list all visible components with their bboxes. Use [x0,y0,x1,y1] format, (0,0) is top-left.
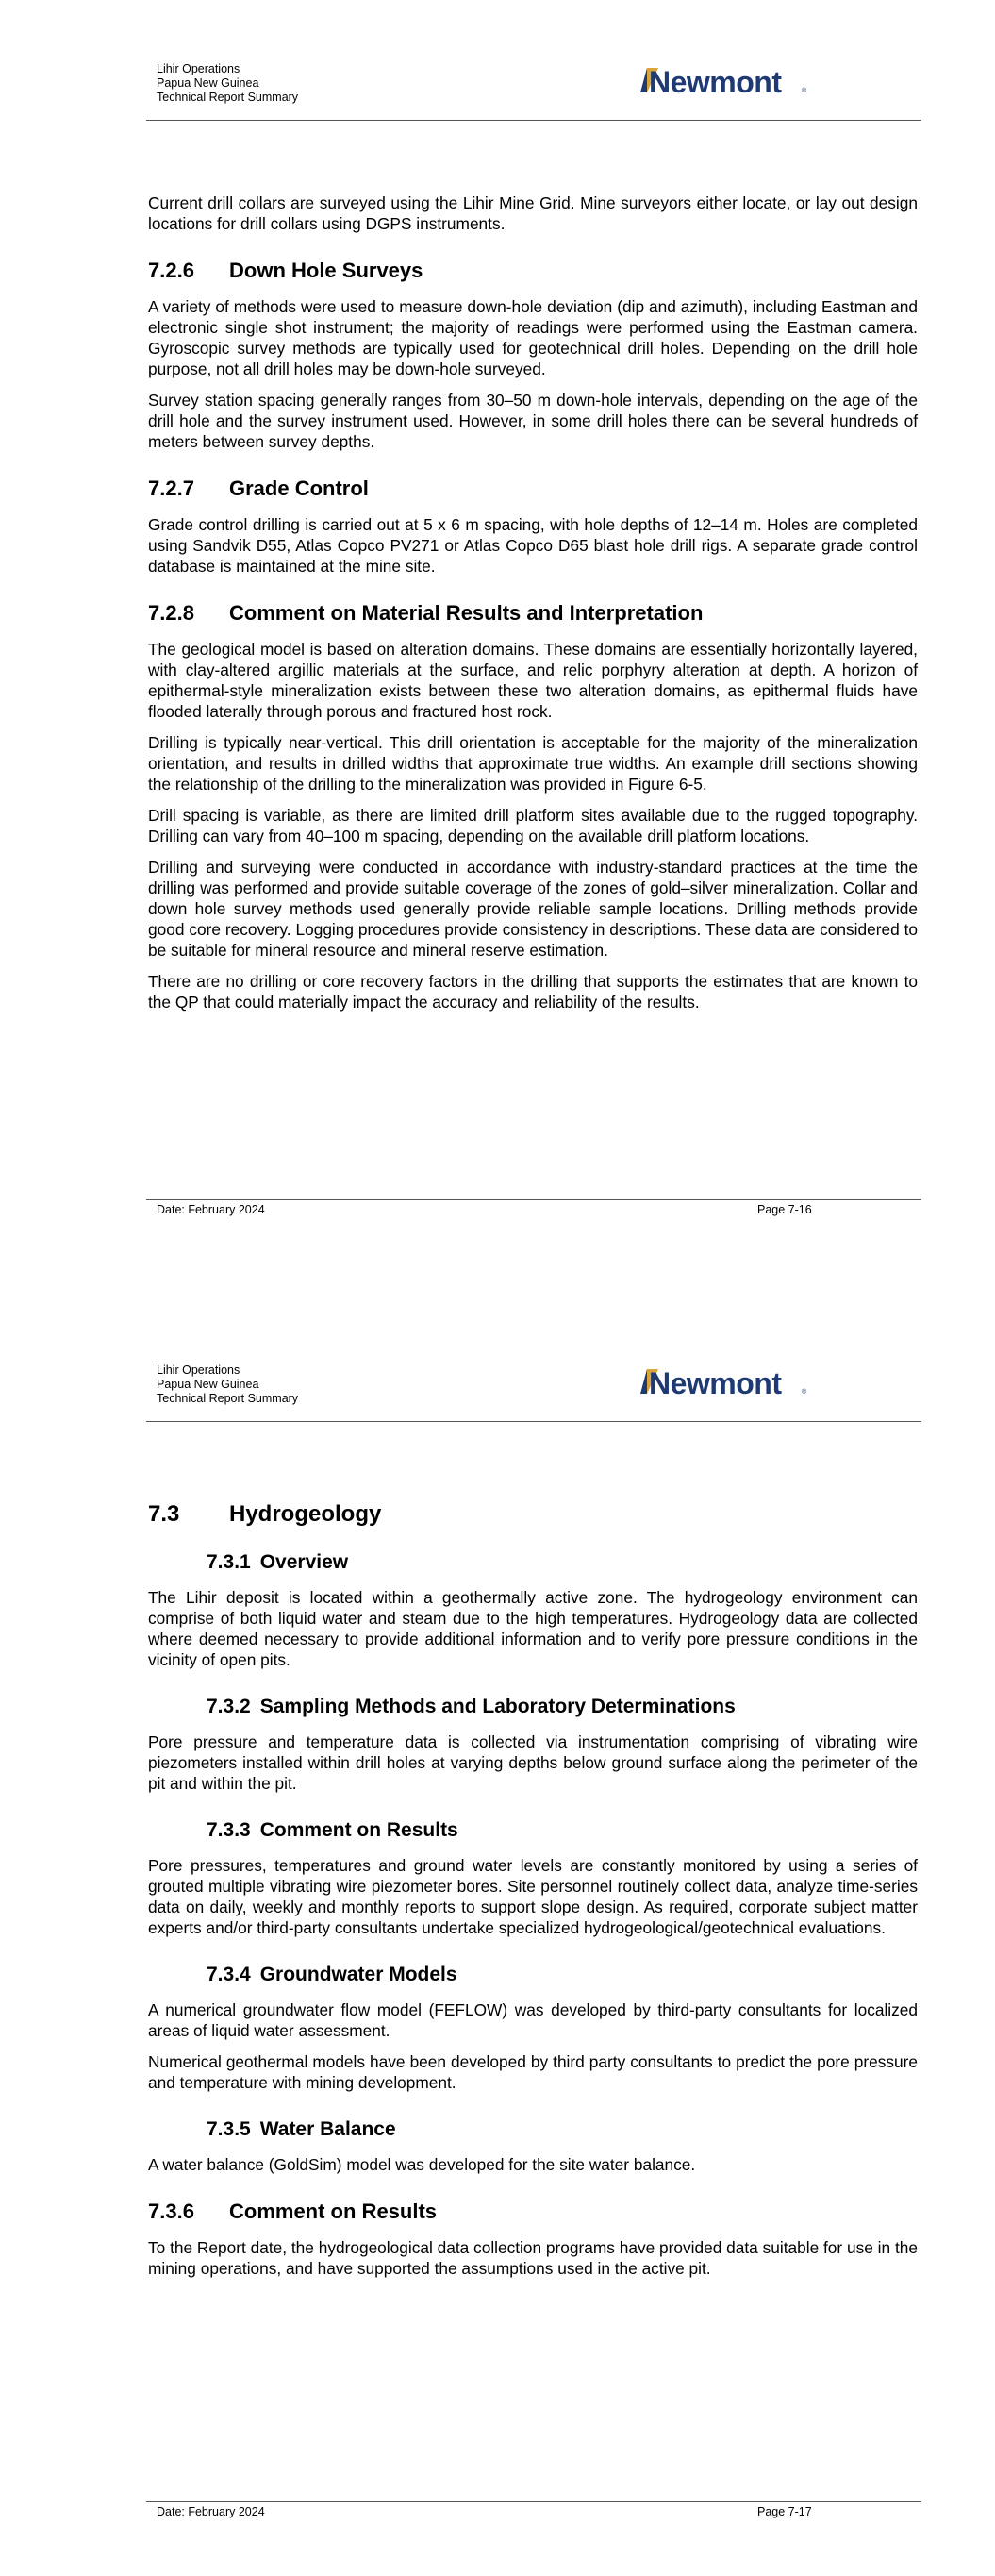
section-title: Comment on Results [229,2200,438,2223]
page-body [148,192,918,1023]
section-title: Groundwater Models [259,1964,457,1985]
section-heading-7-2-6 [148,259,918,283]
newmont-logo [638,63,812,97]
header-divider [146,1421,921,1422]
paragraph: Numerical geothermal models have been developed by third party consultants to predict the pore pressure and temperature with mining development. [148,2052,918,2092]
section-title: Sampling Methods and Laboratory Determinations [259,1696,736,1717]
header-report-title: Technical Report Summary [157,1392,299,1405]
section-title: Comment on Results [259,1819,458,1841]
section-number: 7.2.8 [148,601,194,625]
section-title: Down Hole Surveys [229,259,423,282]
footer-page-number: Page 7-17 [757,2505,812,2518]
header-country: Papua New Guinea [157,1378,259,1391]
paragraph: Grade control drilling is carried out at 5 x 6 m spacing, with hole depths of 12–14 m. Holes are completed using Sandvik D55, Atlas Copco PV271 or Atlas Copco D65 blast hole drill rigs. A separate grade control database is maintained at the mine site. [148,515,918,576]
page-header-text [157,62,298,105]
section-title: Grade Control [229,477,369,500]
paragraph: Pore pressures, temperatures and ground water levels are constantly monitored by using a series of grouted multiple vibrating wire piezometer bores. Site personnel routinely collect data, analyze time-series data on daily, weekly and monthly reports to support slope design. As required, corporate subject matter experts and/or third-party consultants undertake specialized hydrogeological/geotechnical evaluations. [148,1856,918,1937]
section-heading-7-2-7 [148,477,918,501]
logo-registered-mark: ® [802,1389,807,1396]
page-body [148,1501,918,2289]
logo-wordmark: Newmont [649,1366,782,1398]
page-header-text [157,1363,298,1406]
paragraph: Drilling is typically near-vertical. This drill orientation is acceptable for the majority of the mineralization orientation, and results in drilled widths that approximate true widths. An example drill sections showing the relationship of the drilling to the mineralization was provided in Figure 6-5. [148,733,918,794]
paragraph: To the Report date, the hydrogeological data collection programs have provided data suitable for use in the mining operations, and have supported the assumptions used in the active pit. [148,2238,918,2278]
section-number: 7.2.7 [148,477,194,500]
section-title: Overview [259,1551,349,1573]
section-title: Water Balance [259,2118,396,2140]
section-number: 7.3 [148,1501,180,1527]
section-heading-7-3-1 [207,1550,918,1574]
footer-divider [146,1199,921,1200]
paragraph: A numerical groundwater flow model (FEFLOW) was developed by third-party consultants for localized areas of liquid water assessment. [148,2000,918,2040]
footer-date: Date: February 2024 [157,1203,265,1216]
paragraph: A variety of methods were used to measure down-hole deviation (dip and azimuth), including Eastman and electronic single shot instrument; the majority of readings were performed using the Eastman camera. Gyroscopic survey methods are typically used for geotechnical drill holes. Depending on the drill hole purpose, not all drill holes may be down-hole surveyed. [148,297,918,378]
footer-page-number: Page 7-16 [757,1203,812,1216]
paragraph: Survey station spacing generally ranges from 30–50 m down-hole intervals, depending on the age of the drill hole and the survey instrument used. However, in some drill holes there can be several hundreds of meters between survey depths. [148,391,918,451]
section-number: 7.3.4 [207,1964,251,1985]
paragraph: Drill spacing is variable, as there are limited drill platform sites available due to the rugged topography. Drilling can vary from 40–100 m spacing, depending on the available drill platform locations. [148,806,918,845]
paragraph: A water balance (GoldSim) model was developed for the site water balance. [148,2155,696,2174]
section-number: 7.3.5 [207,2118,251,2140]
paragraph: The geological model is based on alteration domains. These domains are essentially horizontally layered, with clay-altered argillic materials at the surface, and relic porphyry alteration at depth. A horizon of epithermal-style mineralization exists between these two alteration domains, as epithermal fluids have flooded laterally through porous and fractured host rock. [148,640,918,721]
page-7-17 [0,1288,995,2576]
header-report-title: Technical Report Summary [157,91,299,104]
header-divider [146,120,921,121]
paragraph: Drilling and surveying were conducted in accordance with industry-standard practices at the time the drilling was performed and provide suitable coverage of the zones of gold–silver mineralization. Collar and down hole survey methods used generally provide reliable sample locations. Drilling methods provide good core recovery. Logging procedures provide consistency in descriptions. These data are considered to be suitable for mineral resource and mineral reserve estimation. [148,858,918,960]
section-number: 7.3.1 [207,1551,251,1573]
section-heading-7-2-8 [148,601,918,626]
paragraph: There are no drilling or core recovery factors in the drilling that supports the estimates that are known to the QP that could materially impact the accuracy and reliability of the results. [148,972,918,1012]
section-title: Comment on Material Results and Interpretation [229,601,704,625]
header-country: Papua New Guinea [157,76,259,90]
footer-date: Date: February 2024 [157,2505,265,2518]
section-number: 7.3.2 [207,1696,251,1717]
section-heading-7-3-4 [207,1963,918,1986]
section-heading-7-3 [148,1501,918,1528]
header-operation: Lihir Operations [157,62,240,75]
header-operation: Lihir Operations [157,1363,240,1377]
paragraph: Pore pressure and temperature data is collected via instrumentation comprising of vibrating wire piezometers installed within drill holes at varying depths below ground surface along the perimeter of the pit and within the pit. [148,1732,918,1793]
intro-paragraph: Current drill collars are surveyed using the Lihir Mine Grid. Mine surveyors either locate, or lay out design locations for drill collars using DGPS instruments. [148,193,918,233]
footer-divider [146,2501,921,2502]
section-heading-7-3-2 [207,1695,918,1718]
section-heading-7-3-3 [207,1818,918,1842]
section-title: Hydrogeology [229,1501,382,1527]
logo-wordmark: Newmont [649,65,782,97]
section-heading-7-3-6 [148,2200,918,2224]
section-heading-7-3-5 [207,2117,918,2141]
section-number: 7.3.3 [207,1819,251,1841]
section-number: 7.2.6 [148,259,194,282]
paragraph: The Lihir deposit is located within a geothermally active zone. The hydrogeology environment can comprise of both liquid water and steam due to the high temperatures. Hydrogeology data are collected where deemed necessary to provide additional information and to verify pore pressure conditions in the vicinity of open pits. [148,1588,918,1669]
newmont-logo [638,1364,812,1398]
section-number: 7.3.6 [148,2200,194,2223]
logo-registered-mark: ® [802,88,807,94]
